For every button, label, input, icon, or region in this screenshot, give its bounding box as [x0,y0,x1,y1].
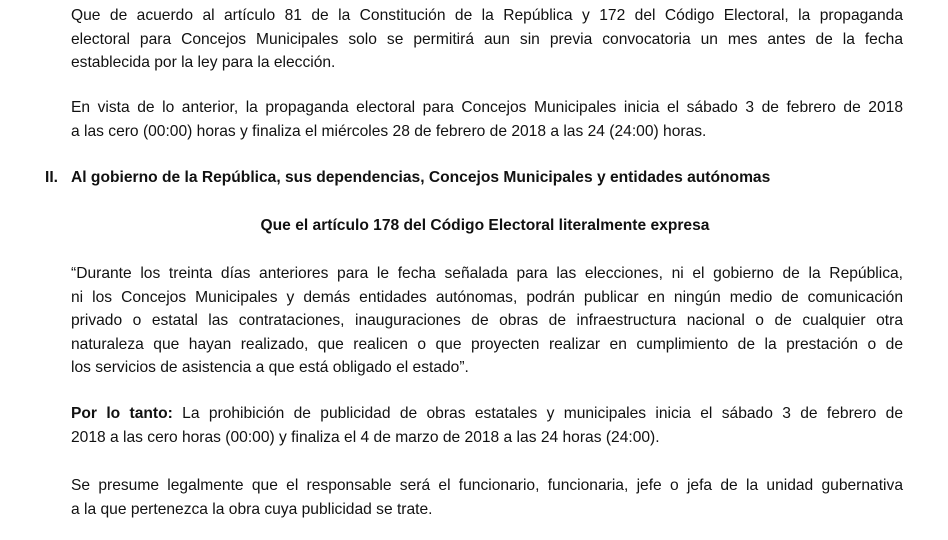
text-line: electoral para Concejos Municipales solo se permitirá aun sin previa convocatoria un mes antes de la fecha [71,30,903,48]
final-paragraph [71,474,903,521]
conclusion-paragraph [71,402,903,449]
text-line: a las cero (00:00) horas y finaliza el miércoles 28 de febrero de 2018 a las 24 (24:00) horas. [71,122,707,140]
paragraph-propaganda-dates [71,96,903,143]
section-heading [45,166,770,190]
paragraph-propaganda-rule [71,4,903,75]
text-line: naturaleza que hayan realizado, que realicen o que proyecten realizar en cumplimiento de la prestación o de [71,335,903,353]
text-line: “Durante los treinta días anteriores para le fecha señalada para las elecciones, ni el gobierno de la República, [71,265,903,282]
section-title: Al gobierno de la República, sus dependencias, Concejos Municipales y entidades autónomas [71,169,771,186]
text-line: a la que pertenezca la obra cuya publicidad se trate. [71,500,433,518]
text-line [71,402,903,426]
subheading: Que el artículo 178 del Código Electoral literalmente expresa [260,217,710,234]
text-line: privado o estatal las contrataciones, inauguraciones de obras de infraestructura nacional o de cualquier otra [71,312,903,329]
text-line: Se presume legalmente que el responsable será el funcionario, funcionaria, jefe o jefa de la unidad gubernativa [71,477,903,494]
text-line: En vista de lo anterior, la propaganda electoral para Concejos Municipales inicia el sábado 3 de febrero de 2018 [71,99,903,116]
section-number: II. [45,169,58,186]
text-line: establecida por la ley para la elección. [71,54,336,71]
quote-paragraph [71,262,903,380]
text-line: ni los Concejos Municipales y demás entidades autónomas, podrán publicar en ningún medio de comunicación [71,288,903,306]
text-line: Que de acuerdo al artículo 81 de la Constitución de la República y 172 del Código Electoral, la propaganda [71,7,903,24]
text-line: los servicios de asistencia a que está obligado el estado”. [71,359,469,376]
conclusion-label: Por lo tanto: [71,405,173,422]
text-line: 2018 a las cero horas (00:00) y finaliza el 4 de marzo de 2018 a las 24 horas (24:00). [71,428,660,446]
conclusion-text: La prohibición de publicidad de obras estatales y municipales inicia el sábado 3 de febrero de [172,405,903,422]
